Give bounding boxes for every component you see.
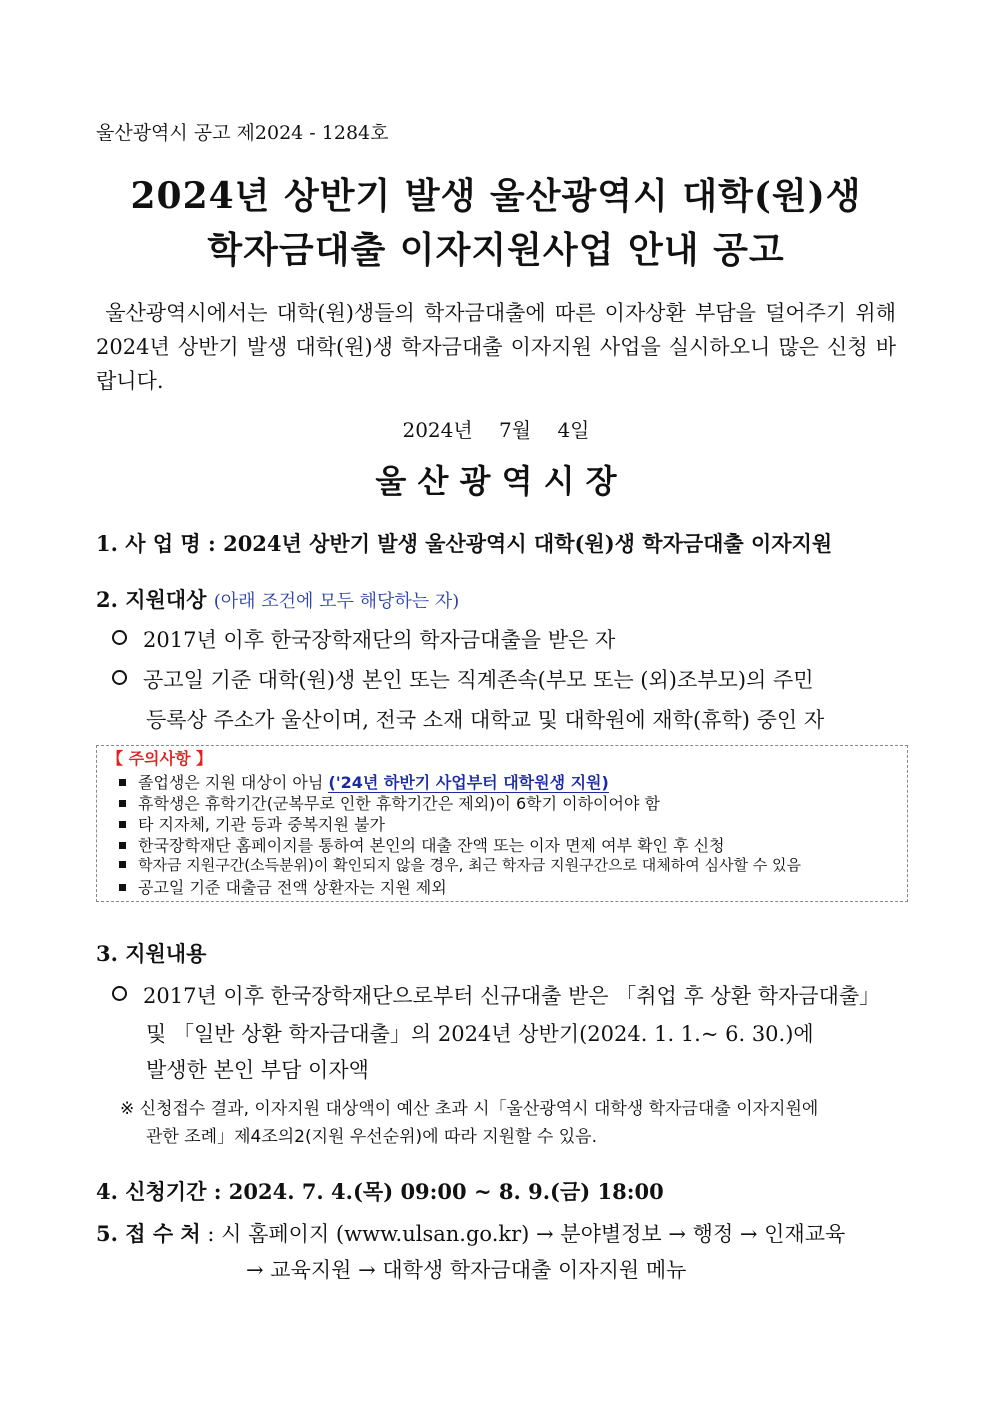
target-item-2: 공고일 기준 대학(원)생 본인 또는 직계존속(부모 또는 (외)조부모)의 주민 — [112, 664, 896, 694]
circle-bullet-icon — [112, 670, 127, 685]
section-5-path-prefix: : 시 홈페이지 ( — [200, 1222, 345, 1246]
support-line-1: 2017년 이후 한국장학재단으로부터 신규대출 받은 「취업 후 상환 학자금대출」 — [112, 980, 880, 1010]
caution-item: 한국장학재단 홈페이지를 통하여 본인의 대출 잔액 또는 이자 면제 여부 확인 후 신청 — [119, 833, 725, 856]
section-5-path-line-2: → 교육지원 → 대학생 학자금대출 이자지원 메뉴 — [246, 1258, 687, 1282]
square-bullet-icon — [119, 842, 126, 849]
section-2-label: 2. 지원대상 — [96, 587, 207, 612]
circle-bullet-icon — [112, 986, 127, 1001]
section-5-label: 5. 접 수 처 — [96, 1221, 201, 1246]
caution-highlight: ('24년 하반기 사업부터 대학원생 지원) — [328, 773, 609, 792]
support-note-line-1: ※ 신청접수 결과, 이자지원 대상액이 예산 초과 시「울산광역시 대학생 학자금대출 이자지원에 — [120, 1099, 819, 1119]
section-2-note: (아래 조건에 모두 해당하는 자) — [213, 591, 460, 612]
section-3-heading: 3. 지원내용 — [96, 941, 207, 966]
notice-date: 2024년 7월 4일 — [402, 418, 590, 442]
caution-heading: 【 주의사항 】 — [107, 749, 212, 768]
square-bullet-icon — [119, 800, 126, 807]
square-bullet-icon — [119, 884, 126, 891]
section-5-reception — [96, 1218, 845, 1248]
section-5-path-suffix: ) → 분야별정보 → 행정 → 인재교육 — [521, 1222, 846, 1246]
title-line-2: 학자금대출 이자지원사업 안내 공고 — [207, 229, 785, 271]
square-bullet-icon — [119, 779, 126, 786]
issuer: 울 산 광 역 시 장 — [375, 462, 617, 500]
square-bullet-icon — [119, 861, 126, 868]
section-4-application-period: 4. 신청기간 : 2024. 7. 4.(목) 09:00 ~ 8. 9.(금) 18:00 — [96, 1179, 664, 1204]
section-2-heading — [96, 584, 459, 614]
caution-item: 학자금 지원구간(소득분위)이 확인되지 않을 경우, 최근 학자금 지원구간으로 대체하여 심사할 수 있음 — [119, 854, 801, 875]
caution-item: 타 지자체, 기관 등과 중복지원 불가 — [119, 812, 385, 835]
square-bullet-icon — [119, 821, 126, 828]
homepage-link[interactable]: www.ulsan.go.kr — [344, 1222, 522, 1246]
caution-item: 공고일 기준 대출금 전액 상환자는 지원 제외 — [119, 875, 447, 898]
caution-item: 졸업생은 지원 대상이 아님 ('24년 하반기 사업부터 대학원생 지원) — [119, 770, 609, 793]
support-line-3: 발생한 본인 부담 이자액 — [146, 1058, 369, 1082]
section-1-business-name: 1. 사 업 명 : 2024년 상반기 발생 울산광역시 대학(원)생 학자금대출 이자지원 — [96, 531, 833, 556]
title-line-1: 2024년 상반기 발생 울산광역시 대학(원)생 — [130, 175, 862, 217]
notice-number: 울산광역시 공고 제2024 - 1284호 — [96, 122, 389, 144]
caution-item: 휴학생은 휴학기간(군복무로 인한 휴학기간은 제외)이 6학기 이하이어야 함 — [119, 791, 660, 814]
target-item-2-cont: 등록상 주소가 울산이며, 전국 소재 대학교 및 대학원에 재학(휴학) 중인 자 — [146, 708, 825, 732]
support-line-2: 및 「일반 상환 학자금대출」의 2024년 상반기(2024. 1. 1.~ 6. 30.)에 — [146, 1022, 814, 1046]
target-item-1: 2017년 이후 한국장학재단의 학자금대출을 받은 자 — [112, 624, 615, 654]
caution-box — [96, 745, 908, 902]
circle-bullet-icon — [112, 630, 127, 645]
intro-paragraph: 울산광역시에서는 대학(원)생들의 학자금대출에 따른 이자상환 부담을 덜어주기 위해 2024년 상반기 발생 대학(원)생 학자금대출 이자지원 사업을 실시하오니 많은 신청 바랍니다. — [96, 301, 896, 393]
support-note-line-2: 관한 조례」제4조의2(지원 우선순위)에 따라 지원할 수 있음. — [146, 1127, 598, 1147]
